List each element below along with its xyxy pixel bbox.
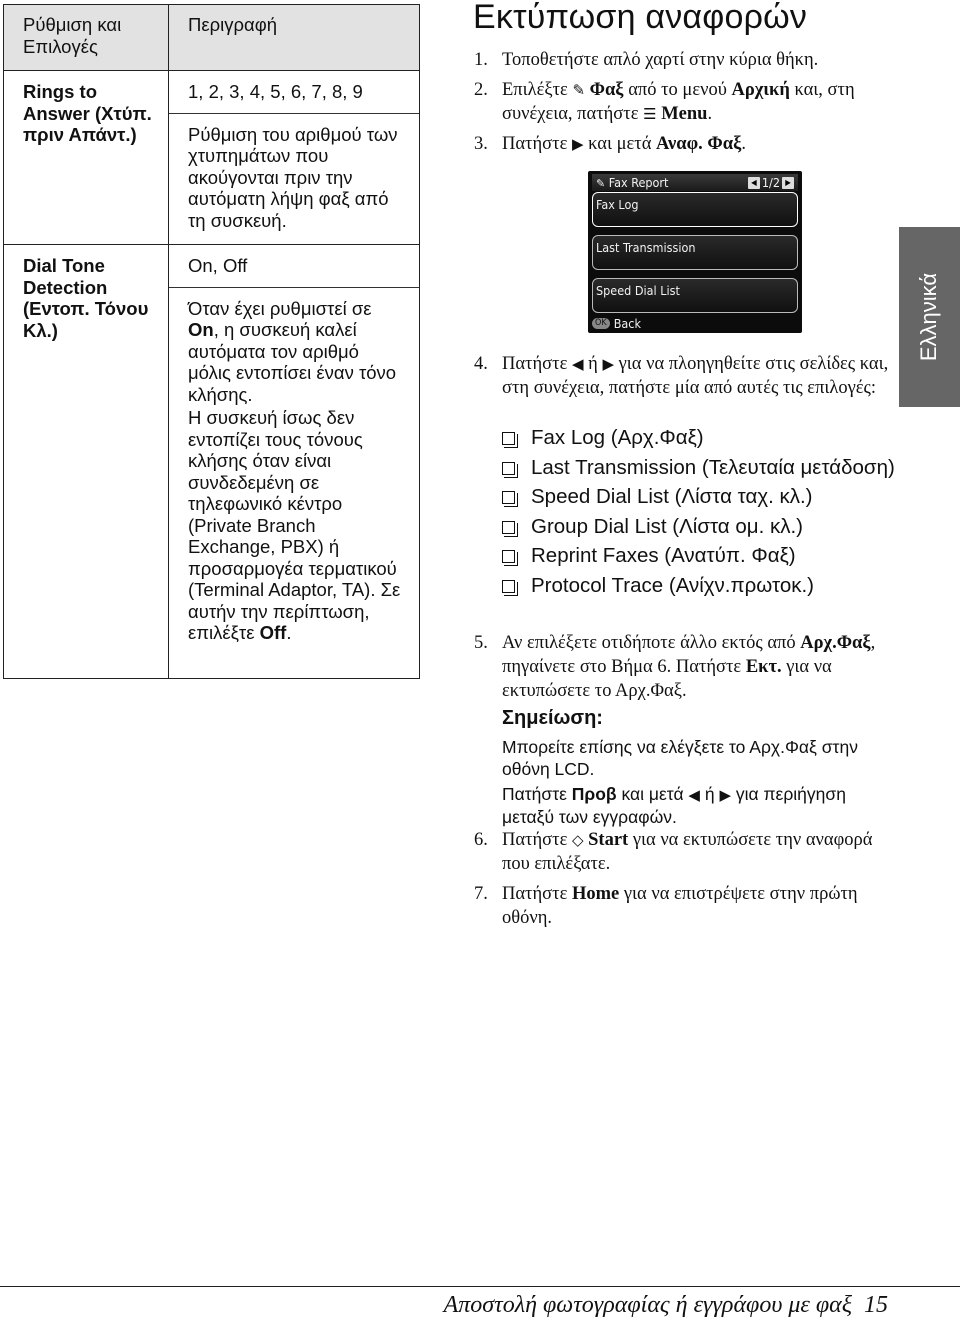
- text-run: Όταν έχει ρυθμιστεί σε: [188, 297, 372, 319]
- lcd-item-speed-dial-list[interactable]: Speed Dial List: [592, 278, 798, 313]
- fax-icon: ✎: [596, 177, 606, 190]
- ui-term-view: Προβ: [571, 784, 617, 804]
- left-arrow-icon[interactable]: ◀: [748, 177, 760, 189]
- text-run: για να εκτυπώσετε την αναφορά που επιλέξατε.: [502, 830, 873, 874]
- text-run: Αν επιλέξετε οτιδήποτε άλλο εκτός από: [502, 633, 801, 653]
- language-tab-label: Ελληνικά: [916, 272, 942, 362]
- step-text: [502, 132, 894, 156]
- ui-term-on: On: [188, 319, 214, 340]
- menu-icon: ☰: [643, 105, 657, 123]
- option-label: Fax Log (Αρχ.Φαξ): [531, 426, 704, 449]
- section-title: Εκτύπωση αναφορών: [473, 0, 808, 36]
- step-4: [474, 352, 894, 400]
- setting-options: 1, 2, 3, 4, 5, 6, 7, 8, 9: [188, 81, 363, 102]
- text-run: και μετά: [616, 784, 689, 804]
- step-number: 1.: [474, 50, 488, 70]
- checkbox-bullet-icon: [502, 580, 515, 593]
- step-text: [502, 631, 894, 703]
- step-number: 2.: [474, 80, 488, 100]
- text-run: από το μενού: [623, 80, 732, 100]
- text-run: , η συσκευή καλεί αυτόματα τον αριθμό μόλις εντοπίσει έναν τόνο κλήσης.: [188, 319, 397, 405]
- lcd-screen: [588, 171, 802, 333]
- table-header-description: Περιγραφή: [169, 5, 420, 71]
- ui-term-fax-log: Αρχ.Φαξ: [800, 633, 871, 653]
- step-text: [502, 828, 894, 876]
- table-row: [4, 71, 420, 245]
- step-text: [502, 882, 894, 930]
- list-item: [502, 485, 902, 510]
- checkbox-bullet-icon: [502, 462, 515, 475]
- setting-description: [169, 245, 420, 679]
- right-arrow-icon: ▶: [571, 135, 584, 153]
- settings-table: [3, 4, 420, 679]
- step-5: [474, 631, 894, 703]
- checkbox-bullet-icon: [502, 550, 515, 563]
- setting-paragraph: [188, 298, 405, 406]
- text-run: Επιλέξτε: [502, 80, 573, 100]
- right-arrow-icon: ▶: [602, 355, 614, 373]
- step-6: [474, 828, 894, 876]
- text-run: και, στη συνέχεια, πατήστε: [502, 80, 855, 124]
- left-arrow-icon: ◀: [571, 355, 584, 373]
- option-label: Last Transmission (Τελευταία μετάδοση): [531, 455, 895, 479]
- step-3: [474, 132, 894, 156]
- right-arrow-icon: ▶: [719, 786, 731, 804]
- lcd-title-text: Fax Report: [608, 175, 669, 190]
- lcd-page-indicator: 1/2: [761, 175, 780, 190]
- step-number: 3.: [474, 134, 488, 154]
- ui-term-home: Home: [571, 884, 620, 904]
- text-run: Πατήστε: [502, 354, 572, 374]
- lcd-item-fax-log[interactable]: Fax Log: [592, 192, 798, 227]
- note-box: [502, 707, 902, 831]
- list-item: [502, 544, 902, 569]
- step-7: [474, 882, 894, 930]
- text-run: .: [707, 104, 713, 124]
- option-label: Group Dial List (Λίστα ομ. κλ.): [531, 514, 803, 538]
- text-run: ή: [699, 784, 720, 804]
- lcd-title-bar: [592, 174, 798, 191]
- ui-term-fax-report: Αναφ. Φαξ: [656, 134, 742, 154]
- option-label: Reprint Faxes (Ανατύπ. Φαξ): [531, 544, 796, 567]
- step-number: 4.: [474, 354, 488, 374]
- step-2: [474, 78, 894, 126]
- step-1: [474, 48, 894, 72]
- ui-term-menu: Menu: [661, 104, 708, 124]
- ui-term-start: Start: [588, 830, 629, 850]
- step-number: 5.: [474, 633, 488, 653]
- checkbox-bullet-icon: [502, 491, 515, 504]
- note-paragraph: Μπορείτε επίσης να ελέγξετε το Αρχ.Φαξ στην οθόνη LCD.: [502, 737, 858, 779]
- list-item: [502, 574, 902, 599]
- setting-name: Dial Tone Detection (Εντοπ. Τόνου Κλ.): [4, 245, 169, 679]
- list-item: [502, 515, 902, 540]
- note-paragraph: [502, 783, 902, 828]
- row-divider: [169, 113, 419, 114]
- text-run: και μετά: [583, 134, 657, 154]
- option-label: Speed Dial List (Λίστα ταχ. κλ.): [531, 485, 813, 508]
- ui-term-off: Off: [259, 622, 287, 643]
- setting-description: [169, 71, 420, 245]
- left-arrow-icon: ◀: [688, 786, 700, 804]
- text-run: Η συσκευή ίσως δεν εντοπίζει τους τόνους κλήσης όταν είναι συνδεδεμένη σε τηλεφωνικό κέντρο (Private Branch Exchange, PBX) ή προσαρμογέα τερματικού (Terminal Adaptor, TA). Σε αυτήν την περίπτωση, επιλέξτε: [188, 407, 401, 643]
- list-item: [502, 456, 902, 481]
- ui-term-print: Εκτ.: [745, 657, 782, 677]
- language-tab: [899, 227, 960, 407]
- text-run: για να πλοηγηθείτε στις σελίδες και, στη συνέχεια, πατήστε μία από αυτές τις επιλογές:: [502, 354, 889, 398]
- lcd-item-last-transmission[interactable]: Last Transmission: [592, 235, 798, 270]
- ui-term-fax: Φαξ: [589, 80, 624, 100]
- page-number: 15: [864, 1292, 888, 1318]
- footer-divider: [0, 1286, 960, 1287]
- checkbox-bullet-icon: [502, 432, 515, 445]
- start-diamond-icon: ◇: [571, 831, 584, 849]
- option-label: Protocol Trace (Ανίχν.πρωτοκ.): [531, 573, 815, 597]
- step-text: [502, 352, 894, 400]
- setting-options: On, Off: [188, 255, 248, 276]
- step-text: Τοποθετήστε απλό χαρτί στην κύρια θήκη.: [502, 50, 819, 70]
- note-title: Σημείωση:: [502, 707, 603, 729]
- lcd-back[interactable]: [592, 316, 641, 331]
- text-run: .: [741, 134, 746, 154]
- text-run: .: [286, 622, 292, 643]
- text-run: Πατήστε: [502, 884, 572, 904]
- step-text: [502, 78, 894, 126]
- text-run: , πηγαίνετε στο Βήμα 6. Πατήστε: [502, 633, 876, 677]
- table-header-row: [4, 5, 420, 71]
- setting-paragraph: [188, 407, 405, 644]
- lcd-pager: [748, 175, 794, 190]
- page-footer: [444, 1292, 888, 1319]
- text-run: Πατήστε: [502, 784, 572, 804]
- report-options-list: [502, 426, 902, 603]
- text-run: ή: [583, 354, 603, 374]
- text-run: για να επιστρέψετε στην πρώτη οθόνη.: [502, 884, 858, 928]
- setting-name: Rings to Answer (Χτύπ. πριν Απάντ.): [4, 71, 169, 245]
- fax-icon: ✎: [572, 81, 586, 99]
- text-run: για περιήγηση μεταξύ των εγγραφών.: [502, 784, 846, 827]
- lcd-back-label: Back: [613, 316, 641, 331]
- text-run: για να εκτυπώσετε το Αρχ.Φαξ.: [502, 657, 832, 701]
- row-divider: [169, 287, 419, 288]
- footer-title: Αποστολή φωτογραφίας ή εγγράφου με φαξ: [443, 1292, 852, 1318]
- list-item: [502, 426, 902, 451]
- table-row: [4, 245, 420, 679]
- table-header-setting: Ρύθμιση και Επιλογές: [4, 5, 169, 71]
- setting-paragraph: Ρύθμιση του αριθμού των χτυπημάτων που ακούγονται πριν την αυτόματη λήψη φαξ από τη συσκευή.: [188, 123, 398, 231]
- ok-key-icon: OK: [592, 318, 610, 329]
- lcd-title: [596, 175, 668, 190]
- text-run: Πατήστε: [502, 830, 572, 850]
- step-number: 7.: [474, 884, 488, 904]
- step-number: 6.: [474, 830, 488, 850]
- ui-term-home: Αρχική: [731, 80, 790, 100]
- checkbox-bullet-icon: [502, 521, 515, 534]
- text-run: Πατήστε: [502, 134, 572, 154]
- right-arrow-icon[interactable]: ▶: [782, 177, 794, 189]
